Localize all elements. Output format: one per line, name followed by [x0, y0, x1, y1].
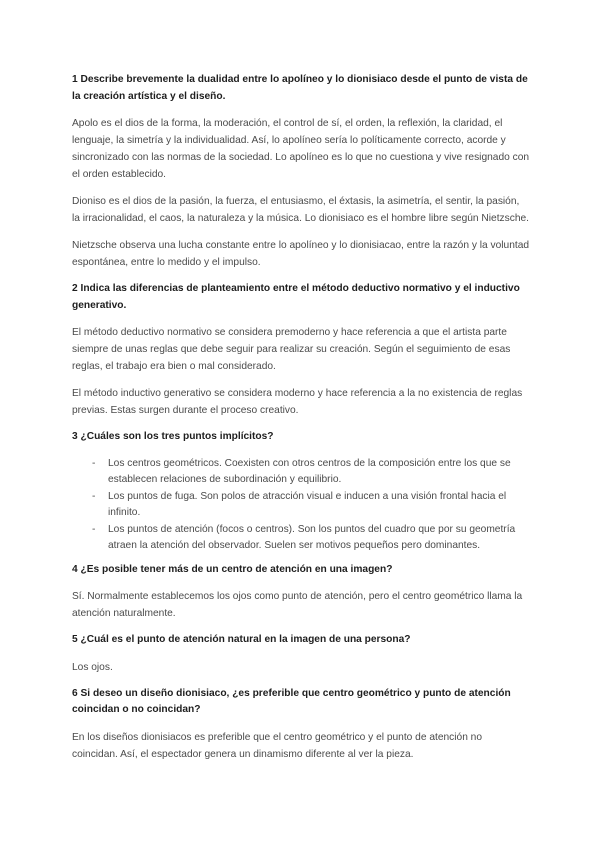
dash-marker: -: [92, 490, 96, 502]
answer-1-paragraph-2: Dioniso es el dios de la pasión, la fuerza, el entusiasmo, el éxtasis, la asimetría, el sentir, la pasión, la irracionalidad, el caos, la naturaleza y la música. Lo dionisiaco es el hombre libre según Nietzsche.: [72, 196, 529, 224]
list-item-text: Los puntos de fuga. Son polos de atracción visual e inducen a una visión frontal hacia el infinito.: [108, 490, 507, 518]
question-4-heading: 4 ¿Es posible tener más de un centro de atención en una imagen?: [72, 563, 393, 575]
question-3-heading: 3 ¿Cuáles son los tres puntos implícitos?: [72, 431, 274, 442]
answer-2-paragraph-1: El método deductivo normativo se considera premoderno y hace referencia a que el artista parte siempre de unas reglas que debe seguir para realizar su creación. Según el seguimiento de esas reglas, el trabajo era bien o mal considerado.: [72, 327, 511, 372]
question-6-heading: 6 Si deseo un diseño dionisiaco, ¿es preferible que centro geométrico y punto de atención coincidan o no coincidan?: [72, 687, 511, 715]
answer-5-paragraph-1: Los ojos.: [72, 661, 113, 673]
answer-4-paragraph-1: Sí. Normalmente establecemos los ojos como punto de atención, pero el centro geométrico llama la atención naturalmente.: [72, 591, 523, 619]
question-2-heading: 2 Indica las diferencias de planteamiento entre el método deductivo normativo y el inductivo generativo.: [72, 283, 520, 311]
list-item: [72, 489, 530, 521]
list-item-text: Los centros geométricos. Coexisten con otros centros de la composición entre los que se establecen relaciones de subordinación y equilibrio.: [108, 457, 511, 485]
dash-marker: -: [92, 523, 96, 535]
answer-2-paragraph-2: El método inductivo generativo se considera moderno y hace referencia a la no existencia de reglas previas. Estas surgen durante el proceso creativo.: [72, 388, 523, 416]
list-item: [72, 456, 530, 488]
answer-1-paragraph-1: Apolo es el dios de la forma, la moderación, el control de sí, el orden, la reflexión, la claridad, el lenguaje, la simetría y la individualidad. Así, lo apolíneo sería lo políticamente correcto, acorde y sincronizado con las normas de la sociedad. Lo apolíneo es lo que no cuestiona y vive resignado con el orden establecido.: [72, 118, 530, 180]
answer-1-paragraph-3: Nietzsche observa una lucha constante entre lo apolíneo y lo dionisiacao, entre la razón y la voluntad espontánea, entre lo medido y el impulso.: [72, 240, 530, 268]
answer-3-list: [72, 456, 530, 554]
question-1-heading: 1 Describe brevemente la dualidad entre lo apolíneo y lo dionisiaco desde el punto de vista de la creación artística y el diseño.: [72, 74, 528, 102]
list-item-text: Los puntos de atención (focos o centros). Son los puntos del cuadro que por su geometría atraen la atención del observador. Suelen ser motivos pequeños pero dominantes.: [108, 523, 516, 551]
dash-marker: -: [92, 457, 96, 469]
answer-6-paragraph-1: En los diseños dionisiacos es preferible que el centro geométrico y el punto de atención no coincidan. Así, el espectador genera un dinamismo diferente al ver la pieza.: [72, 731, 483, 760]
question-5-heading: 5 ¿Cuál es el punto de atención natural en la imagen de una persona?: [72, 634, 411, 645]
list-item: [72, 522, 530, 554]
